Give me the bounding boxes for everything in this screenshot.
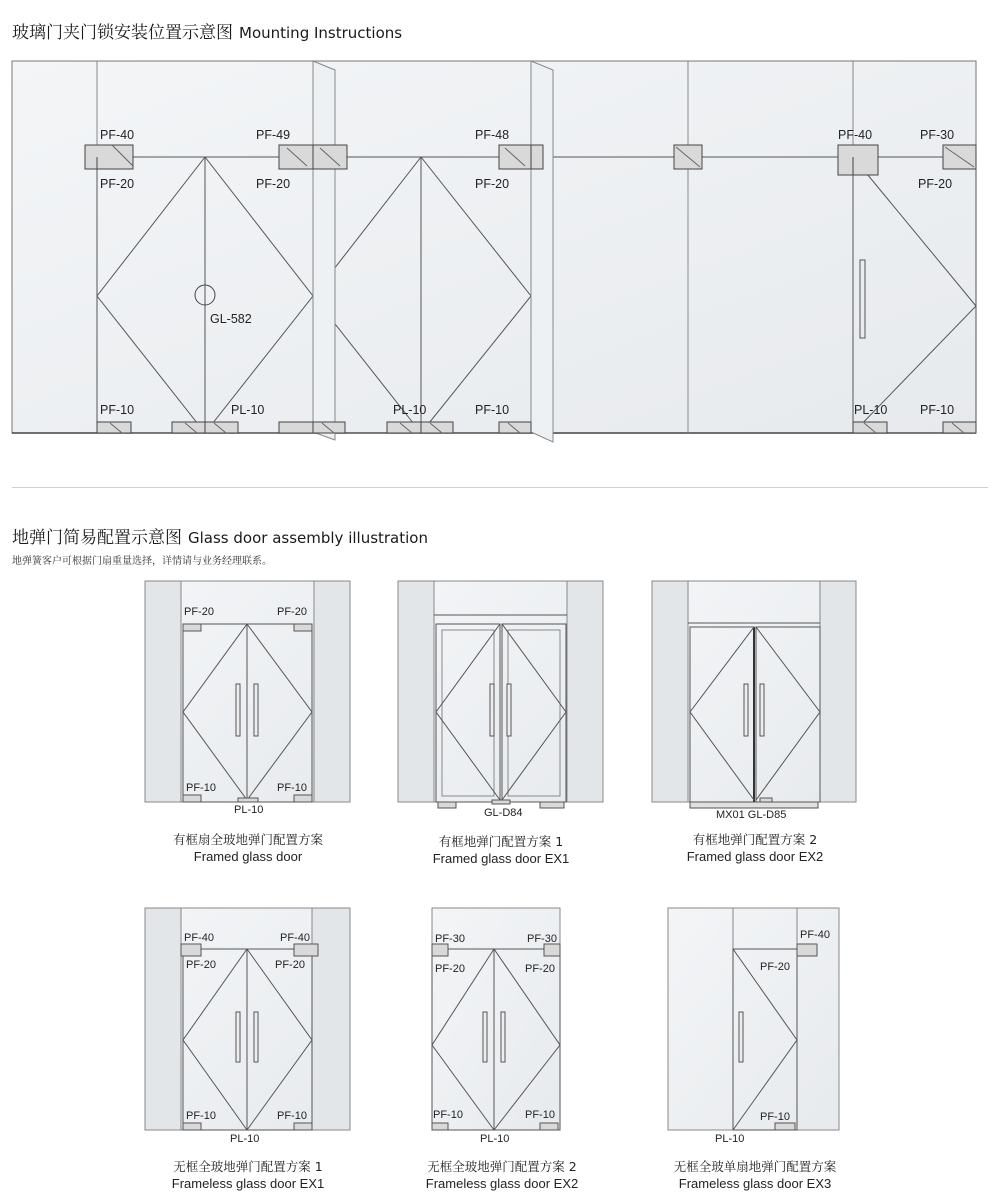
bottom-patch — [499, 422, 531, 433]
d4-label-pl10: PL-10 — [230, 1133, 260, 1145]
bottom-patch — [279, 422, 345, 433]
diagram-frameless-glass-door-ex1 — [145, 908, 350, 1130]
mounting-title-zh: 玻璃门夹门锁安装位置示意图 — [12, 23, 233, 43]
bottom-patch — [387, 422, 453, 433]
d6-label-pf40: PF-40 — [800, 929, 830, 941]
fitting-pf30 — [943, 145, 976, 169]
d5-label-pf20: PF-20 — [525, 963, 555, 975]
bottom-patch — [172, 422, 238, 433]
label-pf20: PF-20 — [100, 177, 135, 191]
label-pf49: PF-49 — [256, 128, 291, 142]
label-pf20: PF-20 — [918, 177, 953, 191]
d5-label-pf10: PF-10 — [525, 1109, 555, 1121]
label-pl10: PL-10 — [854, 403, 888, 417]
d4-label-pf10: PF-10 — [186, 1110, 216, 1122]
caption-zh: 有框扇全玻地弹门配置方案 — [172, 832, 323, 847]
bottom-patch — [853, 422, 887, 433]
d1-label-pf10: PF-10 — [277, 782, 307, 794]
caption-en: Frameless glass door EX1 — [171, 1176, 325, 1191]
caption-d6 — [645, 1158, 865, 1192]
label-pf40-b: PF-40 — [838, 128, 873, 142]
d6-label-pf20: PF-20 — [760, 961, 790, 973]
fitting-pf40-b — [838, 145, 878, 175]
caption-d1 — [138, 831, 358, 865]
label-pf20: PF-20 — [256, 177, 291, 191]
d2-label-gl-d84: GL-D84 — [484, 807, 523, 819]
d4-label-pf40: PF-40 — [184, 932, 214, 944]
caption-zh: 有框地弹门配置方案 1 — [438, 834, 564, 849]
label-pf10: PF-10 — [920, 403, 955, 417]
caption-zh: 无框全玻地弹门配置方案 1 — [173, 1159, 323, 1174]
fitting-pf40 — [85, 145, 133, 169]
caption-zh: 有框地弹门配置方案 2 — [692, 832, 818, 847]
fitting-pf48 — [499, 145, 543, 169]
caption-d4 — [138, 1158, 358, 1192]
d5-label-pf20: PF-20 — [435, 963, 465, 975]
bottom-patch — [97, 422, 131, 433]
label-pf20: PF-20 — [475, 177, 510, 191]
fitting-pf49 — [279, 145, 347, 169]
d5-label-pf10: PF-10 — [433, 1109, 463, 1121]
fitting-patch — [674, 145, 702, 169]
d3-label-gl-d85: MX01 GL-D85 — [716, 809, 787, 821]
side-glass-pane — [531, 61, 553, 442]
label-pf10: PF-10 — [475, 403, 510, 417]
mounting-title-en: Mounting Instructions — [239, 24, 403, 42]
mounting-diagram — [12, 61, 976, 442]
label-pf48: PF-48 — [475, 128, 510, 142]
d4-label-pf20: PF-20 — [275, 959, 305, 971]
label-pl10: PL-10 — [393, 403, 427, 417]
d6-label-pf10: PF-10 — [760, 1111, 790, 1123]
d4-label-pf10: PF-10 — [277, 1110, 307, 1122]
d1-label-pf10: PF-10 — [186, 782, 216, 794]
label-pf10: PF-10 — [100, 403, 135, 417]
d1-label-pf20: PF-20 — [277, 606, 307, 618]
diagram-framed-glass-door — [145, 581, 350, 802]
caption-en: Frameless glass door EX2 — [425, 1176, 579, 1191]
caption-en: Framed glass door — [193, 849, 303, 864]
glass-wall — [12, 61, 976, 433]
label-pl10: PL-10 — [231, 403, 265, 417]
label-pf30: PF-30 — [920, 128, 955, 142]
caption-en: Framed glass door EX2 — [686, 849, 824, 864]
d4-label-pf20: PF-20 — [186, 959, 216, 971]
caption-d5 — [392, 1158, 612, 1192]
caption-d2 — [391, 833, 611, 867]
d1-label-pf20: PF-20 — [184, 606, 214, 618]
d1-label-pl10: PL-10 — [234, 804, 264, 816]
diagram-framed-glass-door-ex1 — [398, 581, 603, 808]
caption-en: Frameless glass door EX3 — [678, 1176, 832, 1191]
d6-label-pl10: PL-10 — [715, 1133, 745, 1145]
side-glass-pane — [313, 61, 335, 440]
bottom-patch — [943, 422, 976, 433]
d5-label-pl10: PL-10 — [480, 1133, 510, 1145]
assembly-title-en: Glass door assembly illustration — [188, 529, 428, 547]
label-pf40: PF-40 — [100, 128, 135, 142]
assembly-title-zh: 地弹门简易配置示意图 — [12, 528, 182, 548]
caption-en: Framed glass door EX1 — [432, 851, 570, 866]
d4-label-pf40: PF-40 — [280, 932, 310, 944]
diagram-framed-glass-door-ex2 — [652, 581, 856, 808]
assembly-note: 地弹簧客户可根据门扇重量选择，详情请与业务经理联系。 — [12, 556, 272, 567]
caption-zh: 无框全玻地弹门配置方案 2 — [427, 1159, 577, 1174]
diagram-frameless-glass-door-ex3 — [668, 908, 839, 1130]
d5-label-pf30: PF-30 — [527, 933, 557, 945]
d5-label-pf30: PF-30 — [435, 933, 465, 945]
caption-zh: 无框全玻单扇地弹门配置方案 — [673, 1159, 837, 1174]
caption-d3 — [645, 831, 865, 865]
label-gl582: GL-582 — [210, 312, 252, 326]
pull-handle — [860, 260, 865, 338]
